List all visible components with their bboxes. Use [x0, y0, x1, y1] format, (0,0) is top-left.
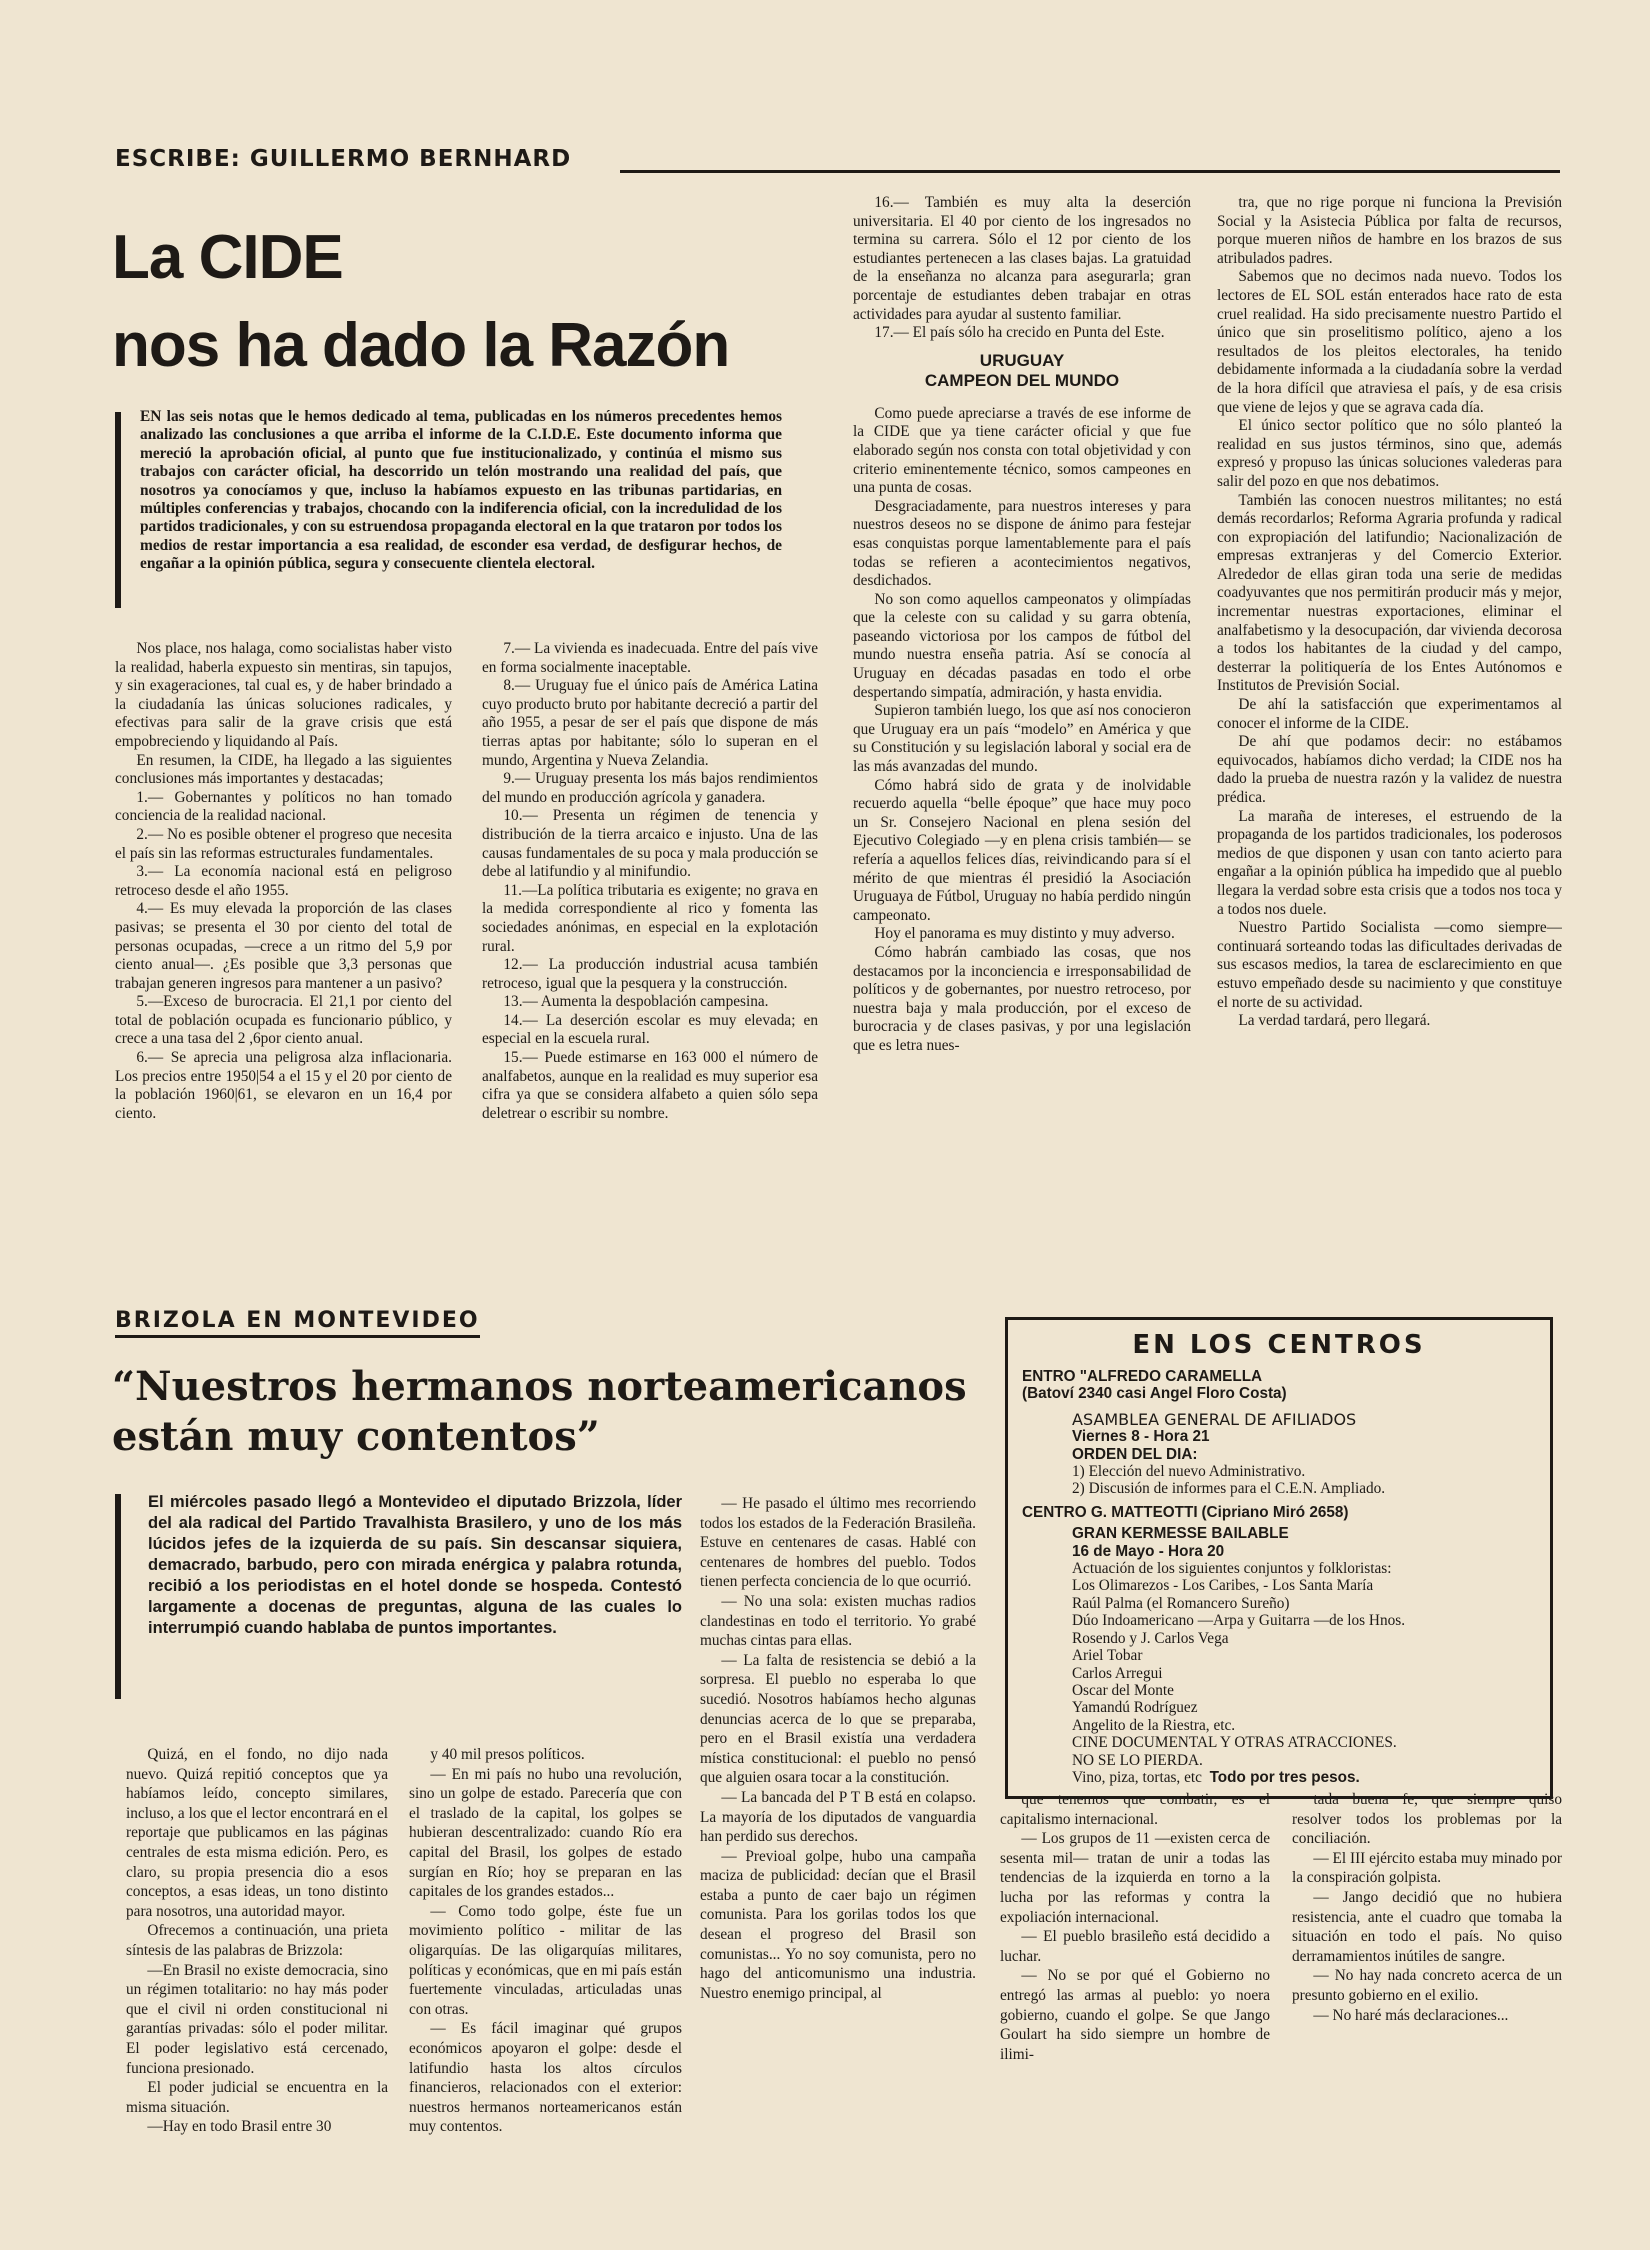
cine-line: CINE DOCUMENTAL Y OTRAS ATRACCIONES. [1072, 1734, 1397, 1752]
asamblea-when: Viernes 8 - Hora 21 [1072, 1428, 1210, 1446]
kermesse-heading: GRAN KERMESSE BAILABLE [1072, 1525, 1289, 1543]
paragraph: tada buena fe, que siempre quiso resolver todos los problemas por la conciliación. [1292, 1791, 1562, 1848]
paragraph: — La bancada del P T B está en colapso. La mayoría de los diputados de vanguardia han perdido sus derechos. [700, 1788, 976, 1846]
paragraph: y 40 mil presos políticos. [430, 1746, 585, 1763]
paragraph: 11.—La política tributaria es exigente; no grava en la medida correspondiente al rico y fomenta las sociedades anónimas, en especial en la explotación rural. [482, 881, 818, 955]
paragraph: Desgraciadamente, para nuestros intereses y para nuestros deseos no se dispone de ánimo para festejar esas conquistas porque lamentablemente para el país todas se refieren a acontecimientos negativos, desdichados. [853, 497, 1191, 590]
artists-list [1022, 1560, 1536, 1734]
article1-column-4 [1217, 194, 1562, 1294]
paragraph: 12.— La producción industrial acusa también retroceso, igual que la pesquera y la construcción. [482, 956, 818, 992]
no-se-lo-pierda: NO SE LO PIERDA. [1072, 1751, 1203, 1769]
paragraph: Como puede apreciarse a través de ese informe de la CIDE que ya tiene carácter oficial y que fue elaborado según nos consta con total objetividad y con criterio eminentemente técnico, somos campeones en una punta de cosas. [853, 404, 1191, 497]
article2-column-3 [700, 1494, 976, 2244]
paragraph: 13.— Aumenta la despoblación campesina. [503, 993, 769, 1011]
artist-line: Ariel Tobar [1072, 1647, 1143, 1665]
paragraph: — El III ejército estaba muy minado por la conspiración golpista. [1292, 1849, 1562, 1887]
article1-column-1 [115, 640, 452, 1295]
paragraph: — Los grupos de 11 —existen cerca de sesenta mil— tratan de unir a todas las tendencias de la izquierda en torno a la lucha por las reformas y contra la expoliación internacional. [1000, 1830, 1270, 1926]
paragraph: 16.— También es muy alta la deserción universitaria. El 40 por ciento de los ingresados no termina su carrera. Sólo el 12 por ciento de los estudiantes pertenecen a las clases bajas. La gratuidad de la enseñanza no alcanza para asegurarla; gran porcentaje de estudiantes deben trabajar en otras actividades para ayudar al sustento familiar. [853, 194, 1191, 323]
subheading [853, 351, 1191, 391]
paragraph: 14.— La deserción escolar es muy elevada; en especial en la escuela rural. [482, 1011, 818, 1048]
artist-line: Oscar del Monte [1072, 1681, 1174, 1699]
centro-2-name: CENTRO G. MATTEOTTI [1022, 1503, 1198, 1521]
centro-2-address: (Cipriano Miró 2658) [1201, 1503, 1349, 1521]
paragraph: La maraña de intereses, el estruendo de la propaganda de los partidos tradicionales, los poderosos medios de que disponen y usan con tanto acierto para engañar a la opinión pública ha impedido que al pueblo llegara la verdad sobre esta crisis que a todos nos toca y a todos nos duele. [1217, 807, 1562, 918]
paragraph: Quizá, en el fondo, no dijo nada nuevo. Quizá repitió conceptos que ya habíamos leído, concepto similares, incluso, a los que el lector encontrará en el reportaje que publicamos en las páginas centrales de esta misma edición. Pero, es claro, su propia presencia dio a esos conceptos, a esas ideas, un tono distinto para nosotros, una autoridad mayor. [126, 1746, 388, 1920]
paragraph: La verdad tardará, pero llegará. [1238, 1012, 1431, 1030]
paragraph: En resumen, la CIDE, ha llegado a las siguientes conclusiones más importantes y destacadas; [115, 751, 452, 788]
paragraph: 4.— Es muy elevada la proporción de las clases pasivas; se presenta el 30 por ciento del total de personas ocupadas, —crece a un ritmo del 5,9 por ciento anual—. ¿Es posible que 3,3 personas que trabajan generen ingresos para mantener a un pasivo? [115, 900, 452, 992]
events-box [1005, 1317, 1553, 1799]
intro-paragraph: El miércoles pasado llegó a Montevideo el diputado Brizzola, líder del ala radical del Partido Travalhista Brasilero, y uno de los más lúcidos jefes de la izquierda de su país. Sin descansar siquiera, demacrado, barbudo, pero con mirada enérgica y palabra rotunda, recibió a los periodistas en el hotel donde se hospeda. Contestó largamente a docenas de preguntas, alguna de las cuales lo interrumpió cuando hablaba de puntos importantes. [148, 1493, 682, 1637]
article2-column-2 [409, 1745, 682, 2245]
paragraph: — En mi país no hubo una revolución, sino un golpe de estado. Parecería que con el traslado de la capital, los golpes se hubieran descentralizado: cuando Río era capital del Brasil, los golpes de estado surgían en Río; hoy se preparan en las capitales de los grandes estados... [409, 1765, 682, 1901]
paragraph: tra, que no rige porque ni funciona la Previsión Social y la Asistecia Pública por falta de recursos, porque mueren niños de hambre en los brazos de sus atribulados padres. [1217, 194, 1562, 267]
paragraph: Hoy el panorama es muy distinto y muy adverso. [874, 925, 1175, 943]
paragraph: De ahí la satisfacción que experimentamos al conocer el informe de la CIDE. [1217, 696, 1562, 732]
paragraph: 17.— El país sólo ha crecido en Punta del Este. [874, 324, 1165, 342]
box-title: EN LOS CENTROS [1132, 1330, 1426, 1360]
headline-line-2: nos ha dado la Razón [112, 311, 730, 380]
paragraph: Nuestro Partido Socialista —como siempre— continuará sorteando todas las dificultades derivadas de sus escasos medios, la tarea de esclarecimiento en que estuvo empeñado desde su nacimiento y que constituye el norte de su actividad. [1217, 919, 1562, 1011]
artist-line: Angelito de la Riestra, etc. [1072, 1716, 1236, 1734]
paragraph: —En Brasil no existe democracia, sino un régimen totalitario: no hay más poder que el civil ni orden constitucional ni garantías privadas: sólo el poder militar. El poder legislativo está cercenado, funciona presionado. [126, 1961, 388, 2077]
orden-item: 2) Discusión de informes para el C.E.N. Ampliado. [1072, 1480, 1386, 1498]
paragraph: Ofrecemos a continuación, una prieta síntesis de las palabras de Brizzola: [126, 1922, 388, 1959]
orden-heading: ORDEN DEL DIA: [1072, 1445, 1198, 1463]
paragraph: — Es fácil imaginar qué grupos económicos apoyaron el golpe: desde el latifundio hasta los altos círculos financieros, relacionados con el exterior: nuestros hermanos norteamericanos están muy contentos. [409, 2020, 682, 2136]
intro-bar [115, 1494, 121, 1699]
paragraph: Cómo habrá sido de grata y de inolvidable recuerdo aquella “belle époque” que hace muy poco un Sr. Consejero Nacional en plena sesión del Ejecutivo Colegiado —y en plena crisis también— se refería a aquellos felices días, reivindicando para sí el mérito de que mientras él presidió la Asociación Uruguaya de Fútbol, Uruguay no había perdido ningún campeonato. [853, 776, 1191, 924]
paragraph: 7.— La vivienda es inadecuada. Entre del país vive en forma socialmente inaceptable. [482, 640, 818, 676]
artist-line: Carlos Arregui [1072, 1664, 1163, 1682]
centro-1-address: (Batoví 2340 casi Angel Floro Costa) [1022, 1385, 1287, 1403]
paragraph: — He pasado el último mes recorriendo todos los estados de la Federación Brasileña. Estuve en centenares de casas. Hablé con centenares de hombres del pueblo. Todos tienen perfecta conciencia de lo que ocurrió. [700, 1495, 976, 1591]
kicker: BRIZOLA EN MONTEVIDEO [115, 1308, 480, 1338]
article1-column-2 [482, 640, 818, 1295]
column-3-top [853, 194, 1191, 343]
article1-column-3 [853, 194, 1191, 1294]
headline: “Nuestros hermanos norteamericanos están muy contentos” [112, 1363, 967, 1460]
paragraph: 5.—Exceso de burocracia. El 21,1 por ciento del total de población ocupada es funcionario público, y crece a una tasa del 2 ,6por ciento anual. [115, 993, 452, 1048]
paragraph: De ahí que podamos decir: no estábamos equivocados, habíamos dicho verdad; la CIDE nos ha dado la prueba de nuestra razón y la validez de nuestra prédica. [1217, 733, 1562, 806]
paragraph: Nos place, nos halaga, como socialistas haber visto la realidad, haberla expuesto sin mentiras, sin tapujos, y sin exageraciones, tal cual es, y de haber brindado a la ciudadanía las únicas soluciones radicales, y efectivas para salir de la grave crisis que está empobreciendo y liquidando al País. [115, 640, 452, 750]
subheading-line-1: URUGUAY [979, 350, 1065, 370]
artist-line: Rosendo y J. Carlos Vega [1072, 1629, 1229, 1647]
artist-line: Raúl Palma (el Romancero Sureño) [1072, 1594, 1290, 1612]
column-3-body [853, 405, 1191, 1056]
paragraph: — Como todo golpe, éste fue un movimiento político - militar de las oligarquías. De las oligarquías militares, políticas y económicas, que en mi país están fuertemente vinculadas, articuladas unas con otras. [409, 1902, 682, 2018]
centro-1-name: ENTRO "ALFREDO CARAMELLA [1022, 1368, 1263, 1385]
paragraph: También las conocen nuestros militantes; no está demás recordarlos; Reforma Agraria profunda y radical con expropiación del latifundio; Nacionalización de empresas extranjeras y del Comercio Exterior. Alrededor de ellas giran toda una serie de medidas coadyuvantes que nos permitirán producir más y mejor, incrementar nuestras exportaciones, eliminar el analfabetismo y la desocupación, dar vivienda decorosa a todos los habitantes de la ciudad y del campo, desterrar la politiquería de los Entes Autónomos e Institutos de Previsión Social. [1217, 491, 1562, 695]
paragraph: — No una sola: existen muchas radios clandestinas en todo el territorio. Yo grabé muchas cintas para ellas. [700, 1592, 976, 1650]
paragraph: — Previoal golpe, hubo una campaña maciza de publicidad: decían que el Brasil estaba a punto de caer bajo un régimen comunista. Para los gorilas todos los que desean el progreso del Brasil son comunistas... Yo no soy comunista, pero no hago del anticomunismo una industria. Nuestro enemigo principal, al [700, 1847, 976, 2002]
paragraph: 1.— Gobernantes y políticos no han tomado conciencia de la realidad nacional. [115, 788, 452, 825]
paragraph: —Hay en todo Brasil entre 30 [147, 2118, 332, 2136]
paragraph: 2.— No es posible obtener el progreso que necesita el país sin las reformas estructurales fundamentales. [115, 825, 452, 862]
byline: ESCRIBE: GUILLERMO BERNHARD [115, 146, 572, 172]
artist-line: Yamandú Rodríguez [1072, 1699, 1198, 1717]
artist-line: Actuación de los siguientes conjuntos y folkloristas: [1072, 1560, 1392, 1578]
paragraph: No son como aquellos campeonatos y olimpíadas que la celeste con su calidad y su garra obtenía, paseando victoriosa por los campos de fútbol del mundo nuestra enseña patria. Así se conocía al Uruguay en décadas pasadas en todo el orbe despertando simpatía, admiración, y hasta envidia. [853, 590, 1191, 701]
byline-rule [620, 170, 1560, 173]
asamblea-heading: ASAMBLEA GENERAL DE AFILIADOS [1072, 1409, 1357, 1429]
subheading-line-2: CAMPEON DEL MUNDO [924, 370, 1120, 390]
intro-bar [115, 412, 121, 608]
paragraph: Supieron también luego, los que así nos conocieron que Uruguay era un país “modelo” en América y que su Constitución y su legislación laboral y social era de las más avanzadas del mundo. [853, 702, 1191, 776]
artist-line: Los Olimarezos - Los Caribes, - Los Santa María [1072, 1577, 1374, 1595]
paragraph: 10.— Presenta un régimen de tenencia y distribución de la tierra arcaico e injusto. Una de las causas fundamentales de su poca y mala producción se debe al latifundio y al minifundio. [482, 807, 818, 881]
headline-line-1: La CIDE [112, 223, 343, 292]
artist-line: Dúo Indoamericano —Arpa y Guitarra —de los Hnos. [1072, 1612, 1406, 1630]
paragraph: El poder judicial se encuentra en la misma situación. [126, 2079, 388, 2116]
paragraph: — El pueblo brasileño está decidido a luchar. [1000, 1928, 1270, 1965]
paragraph: El único sector político que no sólo planteó la realidad en sus justos términos, sino que, además expresó y propuso las únicas soluciones valederas para salir del pozo en que nos debatimos. [1217, 417, 1562, 490]
paragraph: 6.— Se aprecia una peligrosa alza inflacionaria. Los precios entre 1950|54 a el 15 y el 20 por ciento de la población 1960|61, se elevaron en un 16,4 por ciento. [115, 1049, 452, 1122]
paragraph: Sabemos que no decimos nada nuevo. Todos los lectores de EL SOL están enterados hace rato de esta cruel realidad. Ha sido precisamente nuestro Partido el único que sin proselitismo político, ajeno a los resultados de los pleitos electorales, ha tenido debidamente informada a la ciudadanía sobre la verdad de la hora difícil que atraviesa el país, y de esa crisis que viene de lejos y que se agrava cada día. [1217, 268, 1562, 416]
paragraph: — No hay nada concreto acerca de un presunto gobierno en el exilio. [1292, 1967, 1562, 2004]
article2-column-1 [126, 1745, 388, 2245]
paragraph: 9.— Uruguay presenta los más bajos rendimientos del mundo en producción agrícola y ganadera. [482, 770, 818, 806]
paragraph: Cómo habrán cambiado las cosas, que nos destacamos por la inconciencia e irresponsabilidad de políticos y de gobernantes, por nuestro retroceso, por nuestra baja y mala producción, por el exceso de burocracia y de clases pasivas, y por una legislación que es letra nues- [853, 943, 1191, 1054]
paragraph: 15.— Puede estimarse en 163 000 el número de analfabetos, aunque en la realidad es muy superior esa cifra ya que se considera alfabeto a quien sólo sepa deletrear o escribir su nombre. [482, 1049, 818, 1122]
price-line: Todo por tres pesos. [1209, 1768, 1360, 1786]
paragraph: que tenemos que combatir, es el capitalismo internacional. [1000, 1791, 1270, 1828]
paragraph: — La falta de resistencia se debió a la sorpresa. El pueblo no esperaba lo que sucedió. Nosotros habíamos hecho algunas denuncias acerca de lo que se preparaba, pero en el Brasil existía una verdadera mística constitucional: el pueblo no pensó que alguien osara tocar a la constitución. [700, 1651, 976, 1787]
food-line: Vino, piza, tortas, etc [1072, 1768, 1202, 1786]
paragraph: 3.— La economía nacional está en peligroso retroceso desde el año 1955. [115, 863, 452, 899]
paragraph: 8.— Uruguay fue el único país de América Latina cuyo producto bruto por habitante decreció a partir del año 1955, a pesar de ser el país que dispone de más tierras aptas por habitante; sólo lo superan en el mundo, Argentina y Nueva Zelandia. [482, 677, 818, 769]
intro-paragraph: EN las seis notas que le hemos dedicado al tema, publicadas en los números precedentes hemos analizado las conclusiones a que arriba el informe de la C.I.D.E. Este documento informa que mereció la aprobación oficial, al punto que fue institucionalizado, y continúa el mismo sus trabajos con carácter oficial, ha descorrido un telón mostrando una realidad del país, que nosotros ya conocíamos y que, incluso la habíamos expuesto en las tribunas partidarias, en múltiples conferencias y trabajos, chocando con la indiferencia oficial, con la incredulidad de los partidos tradicionales, y con su estruendosa propaganda electoral en la que trataron por todos los medios de restar importancia a esa realidad, de esconder esa verdad, de desfigurar hechos, de engañar a la opinión pública, segura y consecuente clientela electoral. [140, 408, 782, 573]
article2-column-4 [1000, 1790, 1270, 2245]
paragraph: — No se por qué el Gobierno no entregó las armas al pueblo: yo noera gobierno, cuando el golpe. Se que Jango Goulart ha sido siempre un hombre de ilimi- [1000, 1967, 1270, 2063]
paragraph: — No haré más declaraciones... [1313, 2006, 1509, 2024]
paragraph: — Jango decidió que no hubiera resistencia, ante el cuadro que tomaba la situación en todo el país. No quiso derramamientos inútiles de sangre. [1292, 1888, 1562, 1965]
kermesse-when: 16 de Mayo - Hora 20 [1072, 1542, 1225, 1560]
orden-item: 1) Elección del nuevo Administrativo. [1072, 1463, 1306, 1481]
article2-column-5 [1292, 1790, 1562, 2245]
